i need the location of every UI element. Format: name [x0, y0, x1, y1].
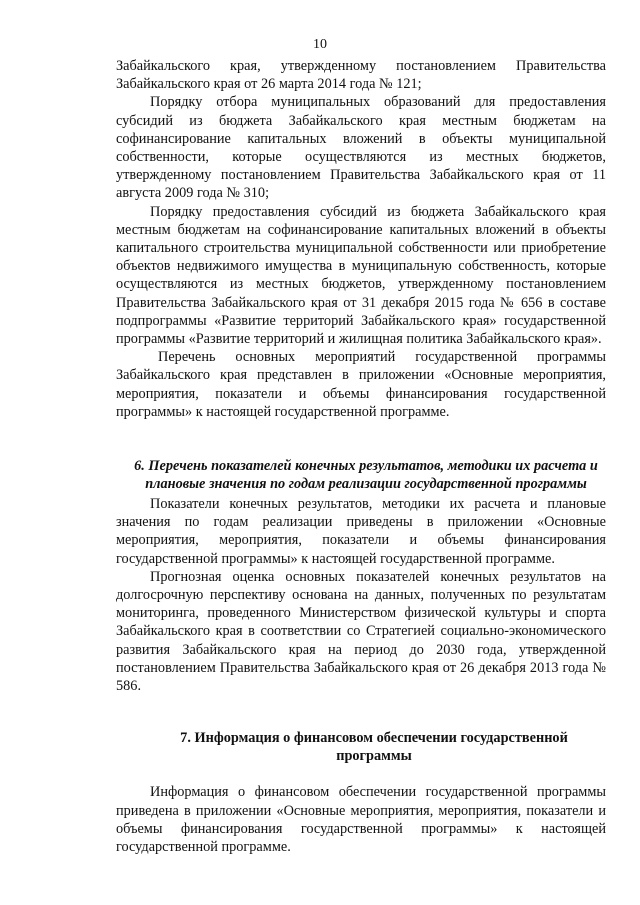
section-6-heading: 6. Перечень показателей конечных результатов, методики их расчета и плановые значения по годам реализации государственной программы [134, 458, 598, 493]
page-number: 10 [313, 37, 327, 52]
paragraph-selection-procedure: Порядку отбора муниципальных образований для предоставления субсидий из бюджета Забайкальского края местным бюджетам на софинансирование капитальных вложений в объекты муниципальной собственности, которые осуществляются из местных бюджетов, утвержденному постановлением Правительства Забайкальского края от 11 августа 2009 года № 310; [116, 94, 606, 202]
intro-continuation: Забайкальского края, утвержденному постановлением Правительства Забайкальского края от 26 марта 2014 года № 121; [116, 58, 606, 93]
section-7-heading: 7. Информация о финансовом обеспечении государственной программы [180, 730, 568, 765]
document-body [116, 57, 606, 856]
section-6-paragraph-forecast: Прогнозная оценка основных показателей конечных результатов на долгосрочную перспективу основана на данных, полученных по результатам мониторинга, проведенного Министерством физической культуры и спорта Забайкальского края в соответствии со Стратегией социально-экономического развития Забайкальского края на период до 2030 года, утвержденной постановлением Правительства Забайкальского края от 26 декабря 2013 года № 586. [116, 568, 606, 695]
paragraph-main-activities: Перечень основных мероприятий государственной программы Забайкальского края представлен в приложении «Основные мероприятия, мероприятия, показатели и объемы финансирования государственной программы» к настоящей государственной программе. [116, 349, 606, 420]
section-7-paragraph-financing: Информация о финансовом обеспечении государственной программы приведена в приложении «Основные мероприятия, мероприятия, показатели и объемы финансирования государственной программы» к настоящей государственной программе. [116, 784, 606, 855]
paragraph-subsidy-procedure: Порядку предоставления субсидий из бюджета Забайкальского края местным бюджетам на софинансирование капитальных вложений в объекты капитального строительства муниципальной собственности или приобретение объектов недвижимого имущества в муниципальную собственность, которые осуществляются из местных бюджетов, утвержденному постановлением Правительства Забайкальского края от 31 декабря 2015 года № 656 в составе подпрограммы «Развитие территорий Забайкальского края» государственной программы «Развитие территорий и жилищная политика Забайкальского края». [116, 203, 606, 348]
section-6-paragraph-indicators: Показатели конечных результатов, методики их расчета и плановые значения по годам реализации приведены в приложении «Основные мероприятия, мероприятия, показатели и объемы финансирования государственной программы» к настоящей государственной программе. [116, 496, 606, 567]
